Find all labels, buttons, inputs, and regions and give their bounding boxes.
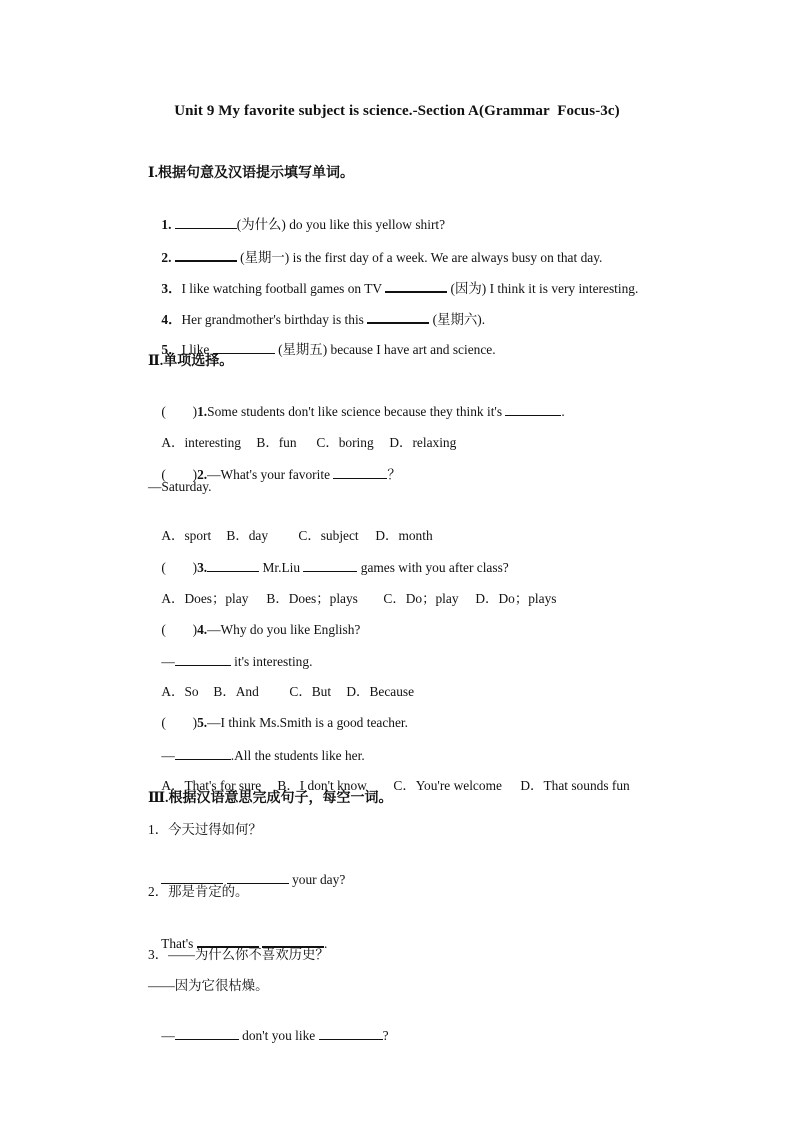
answer-blank[interactable] xyxy=(303,558,357,572)
answer-blank[interactable] xyxy=(175,746,231,760)
s1-item-1-hint: (为什么) xyxy=(236,217,286,232)
s1-item-2-text: is the first day of a week. We are always busy on that day. xyxy=(289,250,603,265)
s1-item-4 xyxy=(148,291,486,327)
s2-q3-options xyxy=(148,572,557,606)
s1-item-5-text: because I have art and science. xyxy=(327,342,496,357)
s1-item-3-hint: (因为) xyxy=(447,281,487,296)
s3-item-3-text-end: ? xyxy=(382,1028,389,1043)
answer-blank[interactable] xyxy=(319,1026,383,1040)
answer-paren[interactable]: ( ) xyxy=(161,467,198,482)
s1-item-2 xyxy=(148,229,603,265)
s1-item-3-text-before: I like watching football games on TV xyxy=(181,281,386,296)
s1-item-3-number: 3． xyxy=(161,281,182,296)
s2-q3 xyxy=(148,540,509,575)
option-b[interactable]: B．Does；plays xyxy=(266,591,358,606)
s2-q2-number: 2. xyxy=(197,467,208,482)
s1-item-4-text-before: Her grandmother's birthday is this xyxy=(181,312,368,327)
s2-q1-text: Some students don't like science because they think it's xyxy=(207,404,506,419)
s2-q4-options xyxy=(148,665,415,699)
page-title: Unit 9 My favorite subject is science.-Section A(Grammar Focus-3c) xyxy=(174,103,620,119)
s2-q4-reply xyxy=(148,634,313,669)
s2-q4-reply-text: it's interesting. xyxy=(230,654,313,669)
section-3-heading: Ⅲ.根据汉语意思完成句子，每空一词。 xyxy=(148,791,393,806)
s1-item-5-text-before: I like xyxy=(181,342,213,357)
option-d[interactable]: D．That sounds fun xyxy=(520,778,630,793)
option-c[interactable]: C．You're welcome xyxy=(393,778,502,793)
answer-paren[interactable]: ( ) xyxy=(161,404,198,419)
option-b[interactable]: B．I don't know xyxy=(277,778,367,793)
option-d[interactable]: D．Because xyxy=(346,684,415,699)
s2-q5-reply-text: .All the students like her. xyxy=(230,748,365,763)
option-c[interactable]: C．But xyxy=(289,684,332,699)
s1-item-2-number: 2. xyxy=(161,250,172,265)
option-a[interactable]: A．So xyxy=(161,684,199,699)
s2-q5-options xyxy=(148,759,630,793)
answer-paren[interactable]: ( ) xyxy=(161,560,198,575)
answer-blank[interactable] xyxy=(505,402,561,416)
s2-q1-text-end: . xyxy=(561,404,565,419)
s2-q4 xyxy=(148,603,361,637)
answer-blank[interactable] xyxy=(175,1026,239,1040)
option-a[interactable]: A．That's for sure xyxy=(161,778,262,793)
s2-q3-text: Mr.Liu xyxy=(259,560,304,575)
s3-item-2-answer xyxy=(148,915,328,951)
s3-item-3-reply-prompt: ——因为它很枯燥。 xyxy=(148,978,269,993)
s1-item-4-hint: (星期六) xyxy=(429,312,482,327)
s3-item-2-text-end: . xyxy=(324,936,328,951)
option-d[interactable]: D．relaxing xyxy=(389,435,457,450)
s3-item-1-prompt: 1．今天过得如何？ xyxy=(148,822,262,837)
dash: — xyxy=(161,1028,175,1043)
s2-q1-options xyxy=(148,416,457,450)
s1-item-4-text: . xyxy=(481,312,486,327)
answer-blank[interactable] xyxy=(175,652,231,666)
s1-item-1 xyxy=(148,197,446,232)
s2-q4-number: 4. xyxy=(197,622,208,637)
answer-blank[interactable] xyxy=(175,215,237,229)
s2-q5-text: —I think Ms.Smith is a good teacher. xyxy=(207,715,408,730)
s1-item-3-text: I think it is very interesting. xyxy=(486,281,639,296)
s2-q4-text: —Why do you like English? xyxy=(207,622,361,637)
s3-item-3-text: don't you like xyxy=(238,1028,319,1043)
s1-item-5-hint: (星期五) xyxy=(274,342,328,357)
option-c[interactable]: C．Do；play xyxy=(383,591,459,606)
s2-q5-reply xyxy=(148,728,365,763)
s1-item-2-hint: (星期一) xyxy=(236,250,290,265)
option-b[interactable]: B．day xyxy=(226,528,269,543)
s1-item-3 xyxy=(148,260,639,296)
dash: — xyxy=(161,654,175,669)
section-2-heading: Ⅱ.单项选择。 xyxy=(148,354,234,369)
s2-q3-number: 3. xyxy=(197,560,208,575)
option-a[interactable]: A．interesting xyxy=(161,435,241,450)
answer-blank[interactable] xyxy=(161,870,223,884)
answer-paren[interactable]: ( ) xyxy=(161,715,198,730)
option-a[interactable]: A．sport xyxy=(161,528,212,543)
answer-paren[interactable]: ( ) xyxy=(161,622,198,637)
option-a[interactable]: A．Does；play xyxy=(161,591,249,606)
s2-q2 xyxy=(148,447,401,482)
answer-blank[interactable] xyxy=(213,340,275,354)
s1-item-1-text: do you like this yellow shirt? xyxy=(285,217,446,232)
s1-item-1-number: 1. xyxy=(161,217,172,232)
section-1-heading: Ⅰ.根据句意及汉语提示填写单词。 xyxy=(148,166,355,181)
s2-q3-text-end: games with you after class? xyxy=(357,560,509,575)
s3-item-3-prompt: 3．——为什么你不喜欢历史？ xyxy=(148,947,329,962)
answer-blank[interactable] xyxy=(227,870,289,884)
option-c[interactable]: C．subject xyxy=(298,528,359,543)
option-d[interactable]: D．month xyxy=(375,528,433,543)
s2-q2-options xyxy=(148,509,433,543)
s2-q1 xyxy=(148,384,565,419)
option-c[interactable]: C．boring xyxy=(316,435,374,450)
s2-q5 xyxy=(148,696,408,730)
s3-item-1-answer xyxy=(148,852,346,887)
s2-q2-reply: —Saturday. xyxy=(148,479,212,494)
answer-blank[interactable] xyxy=(333,465,387,479)
s2-q2-text-end: ？ xyxy=(387,467,401,482)
s3-item-3-answer xyxy=(148,1008,389,1043)
s2-q2-text: —What's your favorite xyxy=(207,467,334,482)
option-b[interactable]: B．fun xyxy=(256,435,297,450)
s3-item-2-prompt: 2．那是肯定的。 xyxy=(148,884,249,899)
s3-item-1-text: your day? xyxy=(288,872,346,887)
s1-item-4-number: 4． xyxy=(161,312,182,327)
s1-item-5 xyxy=(148,322,496,357)
dash: — xyxy=(161,748,175,763)
option-d[interactable]: D．Do；plays xyxy=(475,591,557,606)
s1-item-5-number: 5． xyxy=(161,342,182,357)
s2-q1-number: 1. xyxy=(197,404,208,419)
s2-q5-number: 5. xyxy=(197,715,208,730)
answer-blank[interactable] xyxy=(207,558,259,572)
s3-item-2-text-before: That's xyxy=(161,936,197,951)
option-b[interactable]: B．And xyxy=(213,684,259,699)
